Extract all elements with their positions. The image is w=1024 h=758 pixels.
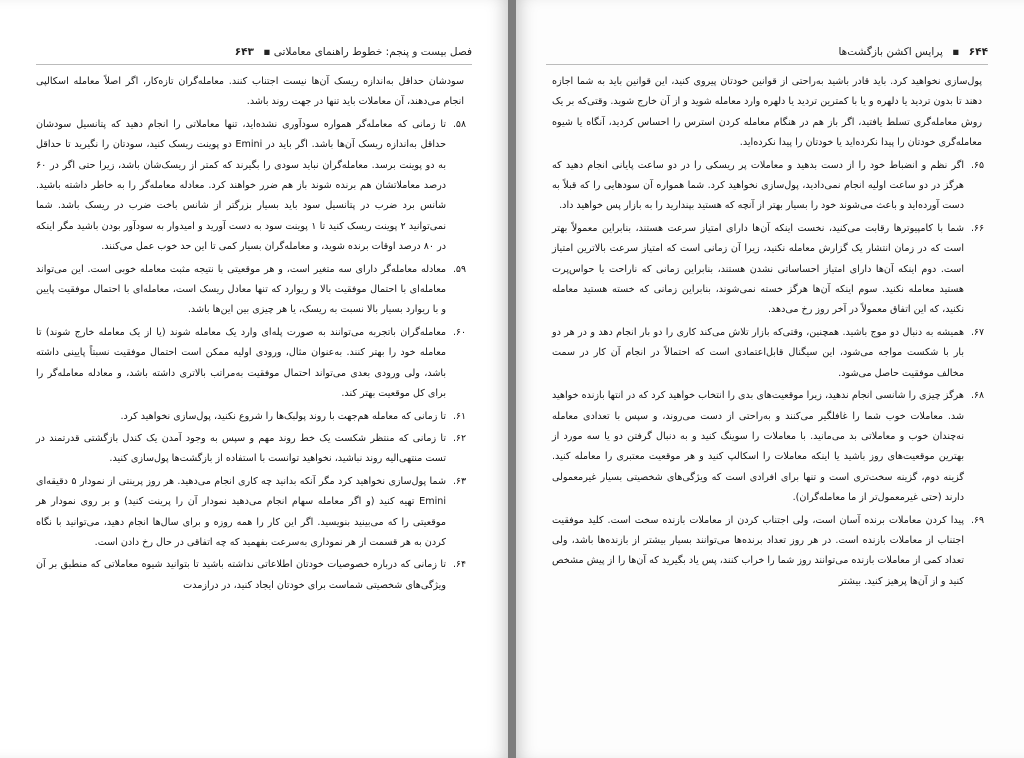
item-text: شما با کامپیوترها رقابت می‌کنید، نخست اینکه آن‌ها دارای امتیاز سرعت هستند، بنابراین معمولاً بهتر است که در زمان انتشار یک گزارش معامله نکنید، زیرا آن زمانی است که امتیاز سرعت بالاترین امتیاز است. دوم اینکه آن‌ها دارای امتیاز احساساتی نشدن هستند، بنابراین زمانی که ناراحت یا حواس‌پرت هستید معامله نکنید. سوم اینکه آن‌ها هرگز خسته نمی‌شوند، بنابراین زمانی که خسته هستید معامله نکنید، که این اتفاق معمولاً در آخر روز رخ می‌دهد. (552, 222, 964, 316)
header-divider (546, 64, 988, 65)
item-text: تا زمانی که معامله هم‌جهت با روند پولبک‌ها را شروع نکنید، پول‌سازی نخواهید کرد. (120, 410, 446, 422)
item-text: تا زمانی که درباره خصوصیات خودتان اطلاعاتی نداشته باشید تا بتوانید شیوه معاملاتی که منطبق بر آن ویژگی‌های شخصیتی شماست برای خودتان ایجاد کنید، در درازمدت (36, 559, 446, 591)
item-number: ۶۸. (970, 390, 984, 402)
item-text: هرگز چیزی را شانسی انجام ندهید، زیرا موقعیت‌های بدی را انتخاب خواهید کرد که در انتها بازنده خواهید شد. معاملات خوب شما را غافلگیر می‌کنند و به‌راحتی از دست می‌روند، و سپس با تعدادی معامله نه‌چندان خوب و معاملاتی بد می‌مانید. با معاملات را سوینگ کنید و به دنبال گرفتن دو یا سه مورد از بهترین موقعیت‌های روز باشید یا اینکه معاملات را اسکالپ کنید و هر موقعیت معتبری را معامله کنید. گزینه دوم، گزینه سخت‌تری است و تنها برای افرادی است که ویژگی‌های شخصیتی بسیار غیرمعمولی دارند (حتی غیرمعمول‌تر از ما معامله‌گران). (552, 390, 964, 504)
left-page (0, 0, 508, 758)
item-text: شما پول‌سازی نخواهید کرد مگر آنکه بدانید چه کاری انجام می‌دهید. هر روز پرینتی از نمودار ۵ دقیقه‌ای Emini تهیه کنید (و اگر معامله سهام انجام می‌دهید نمودار آن را پرینت کنید) و بر روی نمودار هر موقعیتی را که می‌بینید بنویسید. اگر این کار را همه روزه و برای سال‌ها انجام دهید، می‌توانید با نگاه کردن به هر قسمت از هر نموداری به‌سرعت بفهمید که چه اتفاقی در حال رخ دادن است. (36, 475, 446, 548)
list-item (552, 219, 982, 321)
header-bullet: ▪ (952, 46, 960, 58)
right-page-number: ۶۴۴ (968, 46, 988, 58)
item-number: ۶۰. (452, 326, 466, 338)
item-number: ۶۳. (452, 475, 466, 487)
list-item (36, 472, 464, 554)
item-text: تا زمانی که منتظر شکست یک خط روند مهم و سپس به وجود آمدن یک کندل بازگشتی قدرتمند در تست منتهی‌الیه روند نباشید، نخواهید توانست با استفاده از بازگشت‌ها پول‌سازی کنید. (36, 432, 446, 465)
right-header-title: پرایس اکشن بازگشت‌ها (838, 46, 943, 58)
right-intro-paragraph: پول‌سازی نخواهید کرد. باید قادر باشید به‌راحتی از قوانین خودتان پیروی کنید، این قوانین باید به شما اجازه دهند تا بدون تردید یا دلهره و یا با کمترین تردید یا دلهره وارد معامله شوید و از آن خارج شوید. وقتی‌که بر یک روش معامله‌گری تسلط یافتید، اگر باز هم در هنگام معامله کردن استرس را احساس کردید، آنگاه یا شیوه معامله‌گری خودتان را پیدا نکرده‌اید یا خودتان را پیدا نکرده‌اید. (552, 76, 982, 149)
item-text: معادله معامله‌گر دارای سه متغیر است، و هر موقعیتی با نتیجه مثبت معامله خوبی است. این می‌تواند معامله‌ای با احتمال موفقیت بالا و ریوارد که تنها معادل ریسک است، معامله‌ای با احتمال موفقیت پایین و با ریوارد بسیار بالا نسبت به ریسک، یا هر چیزی بین این‌ها باشد. (36, 263, 446, 316)
list-item (552, 386, 982, 508)
item-number: ۶۵. (970, 159, 984, 171)
header-divider (36, 64, 472, 65)
list-item (552, 156, 982, 217)
item-number: ۵۸. (452, 118, 466, 130)
item-number: ۵۹. (452, 263, 466, 275)
list-item (552, 511, 982, 593)
list-item (36, 115, 464, 258)
right-page-header (546, 46, 988, 58)
item-number: ۶۶. (970, 222, 984, 234)
item-number: ۶۹. (970, 514, 984, 526)
header-bullet: ▪ (263, 46, 271, 58)
left-intro-paragraph: سودشان حداقل به‌اندازه ریسک آن‌ها نیست اجتناب کنند. معامله‌گران تازه‌کار، اگر اصلاً معامله اسکالپی انجام می‌دهند، آن معاملات باید تنها در جهت روند باشد. (36, 76, 464, 108)
list-item (552, 323, 982, 384)
left-page-header (36, 46, 472, 58)
item-number: ۶۲. (452, 432, 466, 444)
item-text: معامله‌گران باتجربه می‌توانند به صورت پله‌ای وارد یک معامله شوند (یا از یک معامله خارج شوند) تا معامله خود را بهتر کنند. به‌عنوان مثال، ورودی اولیه ممکن است احتمال موفقیت نسبتاً پایینی داشته باشد، ولی ورودی بعدی می‌تواند احتمال موفقیت به‌مراتب بالاتری داشته باشد، و معادله معامله‌گر را برای کل موقعیت بهتر کند. (36, 326, 446, 400)
item-text: پیدا کردن معاملات برنده آسان است، ولی اجتناب کردن از معاملات بازنده سخت است. کلید موفقیت اجتناب از معاملات بازنده است. در هر روز تعداد برنده‌ها می‌توانند بسیار بیشتر از بازنده‌ها باشد، ولی تعداد کمی از معاملات بازنده می‌توانند روز شما را خراب کنند، پس یاد بگیرید که آن‌ها را از پیش مشخص کنید و از آن‌ها پرهیز کنید. بیشتر (552, 514, 964, 587)
right-page (516, 0, 1024, 758)
item-text: همیشه به دنبال دو موج باشید. همچنین، وقتی‌که بازار تلاش می‌کند کاری را دو بار انجام دهد و در هر دو بار با شکست مواجه می‌شود، این سیگنال قابل‌اعتمادی است که احتمالاً در انجام آن کار در سمت مخالف موفقیت حاصل می‌شود. (552, 326, 964, 379)
list-item (36, 323, 464, 405)
left-page-number: ۶۴۳ (234, 46, 254, 58)
list-item (36, 407, 464, 427)
item-number: ۶۱. (452, 410, 466, 422)
right-page-body (552, 72, 982, 592)
item-number: ۶۴. (452, 559, 466, 571)
item-text: اگر نظم و انضباط خود را از دست بدهید و معاملات پر ریسکی را در دو ساعت پایانی انجام دهید که هرگز در دو ساعت اولیه انجام نمی‌دادید، پول‌سازی نخواهید کرد. شما همواره آن سودهایی را که قبلاً به دست آورده‌اید و باعث می‌شوند خود را بسیار بهتر از آنچه که هستید بپندارید را به بازار پس خواهید داد. (552, 159, 964, 212)
item-number: ۶۷. (970, 326, 984, 338)
left-page-body (36, 72, 464, 596)
left-header-title: فصل بیست و پنجم: خطوط راهنمای معاملاتی (273, 46, 472, 58)
list-item (36, 260, 464, 321)
list-item (36, 429, 464, 470)
list-item (36, 555, 464, 596)
item-text: تا زمانی که معامله‌گر همواره سودآوری نشده‌اید، تنها معاملاتی را انجام دهید که پتانسیل سودشان حداقل به‌اندازه ریسک آن‌ها باشد. اگر باید در Emini دو پوینت ریسک کنید، سودتان را نگیرید تا حداقل به دو پوینت برسد. معامله‌گران نباید سودی را بگیرند که کمتر از ریسک‌شان باشد، زیرا حتی اگر در ۶۰ درصد معاملاتشان هم برنده شوند باز هم ضرر خواهند کرد. معادله معامله‌گر را به خاطر داشته باشید. شانس برد ضرب در پتانسیل سود باید بسیار بزرگتر از شانس باخت ضرب در ریسک باشد. شما نمی‌توانید ۲ پوینت ریسک کنید تا ۱ پوینت سود به دست آورید و امیدوار به سودآور بودن باشید مگر اینکه در ۸۰ درصد اوقات برنده شوید، و معامله‌گران بسیار کمی تا این حد خوب عمل می‌کنند. (36, 118, 447, 253)
